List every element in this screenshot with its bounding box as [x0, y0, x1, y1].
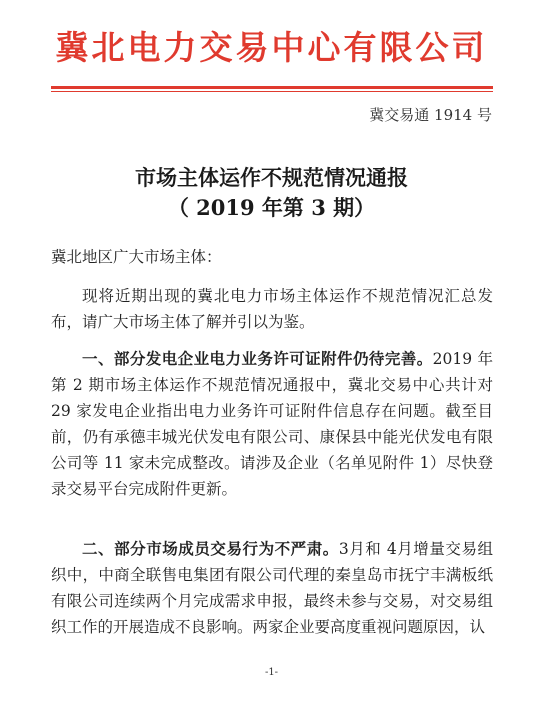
letterhead-org-name: 冀北电力交易中心有限公司	[55, 28, 488, 67]
section-2-body: 3月和 4月增量交易组织中，中商全联售电集团有限公司代理的秦皇岛市抚宁丰满板纸有限公司连续两个月完成需求申报，最终未参与交易，对交易组织工作的开展造成不良影响。两家企业要高度重视问题原因，认	[51, 540, 493, 636]
document-title: 市场主体运作不规范情况通报	[135, 165, 408, 190]
page-number: -1-	[264, 667, 279, 678]
intro-paragraph: 现将近期出现的冀北电力市场主体运作不规范情况汇总发布，请广大市场主体了解并引以为鉴。	[51, 287, 493, 331]
letterhead-rule-thin	[51, 91, 493, 92]
letterhead-rule-thick	[51, 86, 493, 89]
salutation: 冀北地区广大市场主体：	[51, 248, 222, 266]
document-issue: （ 2019 年第 3 期）	[167, 195, 376, 220]
section-2-heading: 二、部分市场成员交易行为不严肃。	[82, 539, 339, 558]
section-1-body: 2019 年第 2 期市场主体运作不规范情况通报中，冀北交易中心共计对 29 家发电企业指出电力业务许可证附件信息存在问题。截至目前，仍有承德丰城光伏发电有限公司、康保县中能光伏发电有限公司等 11 家未完成整改。请涉及企业（名单见附件 1）尽快登录交易平台完成附件更新。	[51, 350, 493, 498]
section-1-heading: 一、部分发电企业电力业务许可证附件仍待完善。	[82, 349, 433, 368]
document-number: 冀交易通 1914 号	[369, 106, 492, 124]
section-1-paragraph	[51, 346, 493, 502]
section-2-paragraph	[51, 536, 493, 640]
